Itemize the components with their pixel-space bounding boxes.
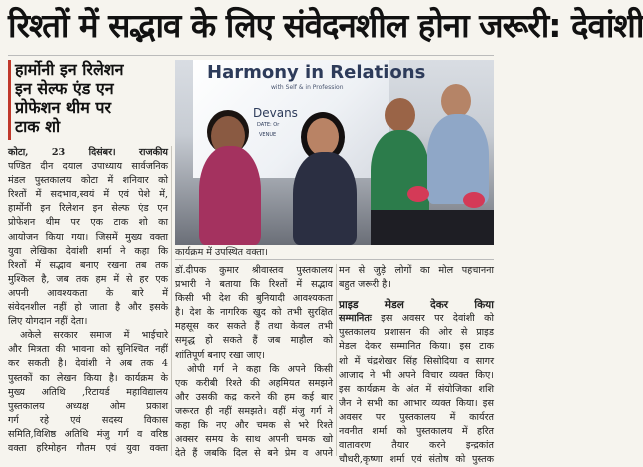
subhead-line: प्रोफेशन थीम पर: [15, 98, 112, 117]
text-line: शांतिपूर्ण बनाए रखा जाए।: [175, 349, 265, 361]
text-line: बहुत जरूरी है।: [339, 279, 391, 291]
stage-table: [371, 210, 494, 245]
text-line: लिए योगदान नहीं देता।: [8, 316, 88, 328]
text-line: पुस्तकालय अध्यक्ष ओम प्रकाश: [8, 400, 168, 412]
guest-head: [441, 84, 471, 118]
text-line: है। देश के नागरिक खुद को तभी सुरक्षित: [175, 307, 333, 319]
guest-head: [307, 118, 339, 156]
headline: रिश्तों में सद्भाव के लिए संवेदनशील होना जरूरी: देवांशी: [8, 6, 643, 45]
text-line: देते हैं जबकि दिल से बने प्रेम व अपने: [175, 448, 333, 460]
text-line: चौधरी,कृष्णा शर्मा एवं संतोष को पुस्तक: [339, 454, 494, 466]
article-column-3: [339, 264, 494, 467]
text-line: वक्ता हरिमोहन गौतम एवं युवा वक्ता: [8, 442, 168, 454]
text-line: प्रभारी ने बताया कि रिश्तों में सद्भाव: [175, 279, 333, 291]
text-line: हार्मोनी इन रिलेशन इन सेल्फ एंड एन: [8, 203, 168, 215]
text-line: रिश्तों में सद्भाव बनाए रखना तब तक: [8, 259, 168, 271]
text-line: समिति,विशिष्ठ अतिथि मंजु गर्ग व वरिष्ठ: [8, 428, 168, 440]
event-photo: [175, 60, 494, 245]
subhead-line: इन सेल्फ एंड एन: [15, 79, 114, 98]
banner-date: DATE: Or: [257, 122, 280, 128]
text-line: पण्डित दीन दयाल उपाध्याय सार्वजनिक: [8, 161, 168, 173]
text-line: अकेले सरकार समाज में भाईचारे: [20, 330, 168, 342]
text-line: किसी भी देश की बुनियादी आवश्यकता: [175, 293, 333, 305]
banner-subtitle: with Self & in Profession: [271, 84, 344, 91]
text-line-body: इस अवसर पर देवांशी को: [381, 313, 494, 325]
subhead-line: टाक शो: [15, 117, 61, 136]
subhead-line: हार्मोनी इन रिलेशन: [15, 60, 124, 79]
section-lead: सम्मानितः: [339, 313, 372, 325]
guest-figure: [371, 130, 429, 220]
column-divider: [171, 146, 172, 456]
photo-caption: कार्यक्रम में उपस्थित वक्ता।: [175, 246, 494, 260]
text-line: मुख्य अतिथि ,रिटायर्ड महाविद्यालय: [8, 386, 168, 398]
text-line: युवा लेखिका देवांशी शर्मा ने कहा कि: [8, 245, 168, 257]
text-line: आजाद ने भी अपने विचार व्यक्त किए।: [339, 369, 494, 381]
text-line: प्रोफेशन थीम पर एक टाक शो का: [8, 217, 168, 229]
text-line: और मित्रता की भावना को सुनिश्चित नहीं: [8, 344, 168, 356]
text-line: मुश्किल है, जब तक हम में से हर एक: [8, 273, 168, 285]
flower-bouquet: [463, 192, 485, 208]
text-line: समृद्ध हो सकते हैं जब माहौल को: [175, 335, 333, 347]
text-line: जरूरत ही नहीं समझते। वहीं मंजु गर्ग ने: [175, 405, 333, 417]
text-line: गर्ग रहे एवं सदस्य विकास: [8, 414, 168, 426]
dateline: कोटा, 23 दिसंबर। राजकीय: [8, 147, 168, 158]
text-line: अक्सर समय के साथ अपनी चमक खो: [175, 434, 333, 446]
text-line: मेडल देकर सम्मानित किया। इस टाक: [339, 341, 494, 353]
text-line: रिश्तों में सदभाव,स्वयं में एवं पेशे में,: [8, 189, 168, 201]
guest-head: [385, 98, 415, 132]
guest-figure: [293, 152, 357, 245]
column-divider: [336, 264, 337, 456]
text-line: नवनीत शर्मा को पुस्तकालय में हरित: [339, 426, 494, 438]
text-line: कर सकती है। देवांशी ने अब तक 4: [8, 358, 168, 370]
article-column-1: [8, 146, 168, 456]
text-line: डॉ.दीपक कुमार श्रीवास्तव पुस्तकालय: [175, 265, 333, 276]
text-line: [339, 312, 494, 326]
text-line: आयोजन किया गया। जिसमें मुख्य वक्ता: [8, 231, 168, 243]
section-heading: प्राइड मेडल देकर किया: [339, 299, 494, 312]
text-line: अवसर पर पुस्तकालय में कार्यरत: [339, 411, 494, 423]
text-line: और उसकी कद्र करने की हम कई बार: [175, 391, 333, 403]
banner-venue: VENUE: [259, 132, 277, 138]
text-line: पुस्तकालय प्रशासन की ओर से प्राइड: [339, 327, 494, 339]
guest-figure: [427, 114, 489, 204]
text-line: कहा कि नए और चमक से भरे रिश्ते: [175, 420, 333, 432]
headline-rule: [8, 55, 494, 56]
text-line: मन से जुड़े लोगों का मोल पहचानना: [339, 265, 494, 276]
text-line: वातावरण तैयार करने इन्द्रकांत: [339, 440, 494, 452]
text-line: ओपी गर्ग ने कहा कि अपने किसी: [187, 363, 333, 375]
text-line: संवेदनशील नहीं हो जाता है और इसके: [8, 302, 168, 314]
speaker-figure: [199, 146, 261, 245]
text-line: मंडल पुस्तकालय कोटा में शनिवार को: [8, 175, 168, 187]
text-line: एक करीबी रिश्ते की अहमियत समझने: [175, 377, 333, 389]
article-column-2: [175, 264, 333, 461]
text-line: पुस्तकों का लेखन किया है। कार्यक्रम के: [8, 372, 168, 384]
text-line: जैन ने सभी का आभार व्यक्त किया। इस: [339, 397, 494, 409]
text-line: अपनी आवश्यकता के बारे में: [8, 287, 168, 299]
subhead: [8, 60, 168, 140]
banner-title: Harmony in Relations: [207, 62, 426, 83]
text-line: शो में चंद्रशेखर सिंह सिसोदिया व सागर: [339, 355, 494, 367]
banner-name: Devans: [253, 106, 298, 120]
text-line: महसूस कर सकते हैं तथा केवल तभी: [175, 321, 333, 333]
flower-bouquet: [407, 186, 429, 202]
text-line: इस कार्यक्रम के अंत में संयोजिका शशि: [339, 383, 494, 395]
